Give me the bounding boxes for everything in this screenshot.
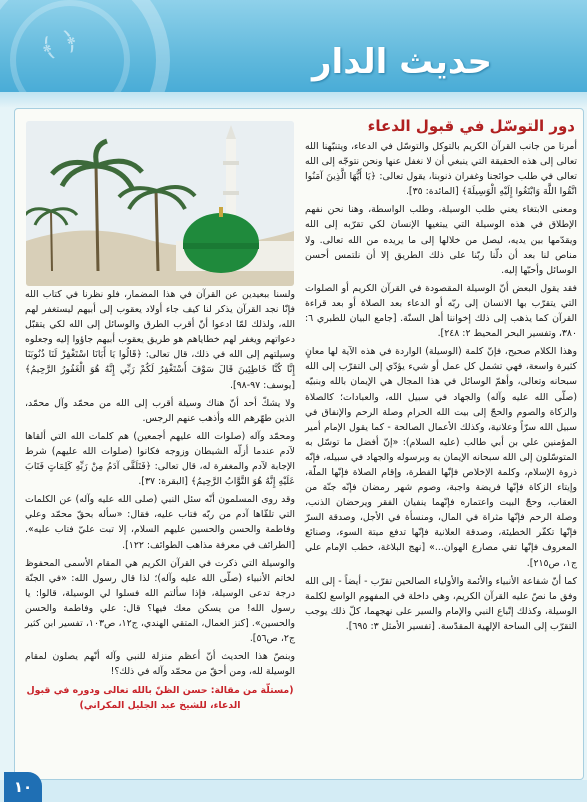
section-title: حديث الدار — [311, 42, 492, 82]
article-column-right — [305, 139, 577, 637]
paragraph: كما أنّ شفاعة الأنبياء والأئمة والأولياء الصالحين تقرّب - أيضاً - إلى الله وفق ما نصّ عليه القرآن الكريم، وهي داخلة في المفهوم الواسع لكلمة الوسيلة، وكذلك إتّباع النبي والإمام والسير على نهجهما، كلّ ذلك يوجب التقرّب إلى الساحة الإلهية المقدّسة. [تفسير الأمثل ٣: ٦٩٥]. — [305, 575, 577, 632]
mosque-photo — [26, 121, 294, 286]
paragraph: والوسيلة التي ذكرت في القرآن الكريم هي المقام الأسمى المحفوظ لخاتم الأنبياء (صلّى الله عليه وآله)؛ لذا قال رسول الله: «في الجنّة درجة تدعى الوسيلة، فإذا سألتم الله فسلوا لي الوسيلة، قالوا: يا رسول الله! من يسكن معك فيها؟ قال: علي وفاطمة والحسن والحسين». [كنز العمال، المتقي الهندي، ج١٢، ص١٠٣، تفسير ابن كثير ج٢، ص٥٦]. — [25, 557, 295, 645]
paragraph: ولا يشكّ أحد أنّ هناك وسيلة أقرب إلى الله من محمّد وآل محمّد، الذين طهّرهم الله وأذهب عنهم الرجس. — [25, 397, 295, 424]
article-title: دور التوسّل في قبول الدعاء — [367, 117, 575, 135]
article-column-left — [25, 287, 295, 717]
paragraph: أمرنا من جانب القرآن الكريم بالتوكل والتوسّل في الدعاء، ويتنبّهنا الله تعالى إلى هذه الحقيقة التي ينبغي أن لا نغفل عنها ونحن نتوجّه إلى الله تعالى في طلب حوائجنا وغفران ذنوبنا، يقول تعالى: ﴿يَا أَيُّهَا الَّذِينَ آمَنُوا اتَّقُوا اللَّهَ وَابْتَغُوا إِلَيْهِ الْوَسِيلَةَ﴾ [المائدة: ٣٥]. — [305, 141, 577, 198]
paragraph: وبنصّ هذا الحديث أنّ أعظم منزلة للنبي وآله أنّهم يصلون لمقام الوسيلة لله، ومن أحقّ من محمّد وآله في ذلك؟! — [25, 651, 295, 678]
watermark-calligraphy: ﴾ ﴿ — [36, 24, 83, 66]
paragraph: ولسنا ببعيدين عن القرآن في هذا المضمار، فلو نظرنا في كتاب الله فإنّا نجد القرآن يذكر لنا كيف جاء أولاد يعقوب إلى أبيهم ليستغفر لهم الله، ولذلك لمّا ادعوا أنّ أقرب الطرق والوسائل إلى الله لكي يتقبّل دعواتهم ويغفر لهم خطاياهم هو طريق يعقوب أبيهم جاؤوا إليه وجعلوه وسيلتهم إلى الله في ذلك، قال تعالى: ﴿قَالُوا يَا أَبَانَا اسْتَغْفِرْ لَنَا ذُنُوبَنَا إِنَّا كُنَّا خَاطِئِينَ قَالَ سَوْفَ أَسْتَغْفِرُ لَكُمْ رَبِّي إِنَّهُ هُوَ الْغَفُورُ الرَّحِيمُ﴾ [يوسف: ٩٧-٩٨]. — [25, 289, 295, 391]
paragraph: ومحمّد وآله (صلوات الله عليهم أجمعين) هم كلمات الله التي ألقاها لآدم عندما أزلّه الشيطان وزوجه فكانوا (صلوات الله عليهم) شرط الإجابة لآدم والمغفرة له، قال تعالى: ﴿فَتَلَقَّى آدَمُ مِنْ رَبِّهِ كَلِمَاتٍ فَتَابَ عَلَيْهِ إِنَّهُ هُوَ التَّوَّابُ الرَّحِيمُ﴾ [البقرة: ٣٧]. — [25, 430, 295, 488]
paragraph: ومعنى الابتغاء يعني طلب الوسيلة، وطلب الواسطة، وهنا نحن نفهم الإطلاق في هذه الوسيلة التي يبتغيها الإنسان لكي تقرّبه إلى الله ويقدّمها بين يديه، ليصل من خلالها إلى ما يريده من الله تعالى. ولا مناص لنا بعد أن دلّنا ربّنا على ذلك الطريق إلا أن نلتمس أحسن الوسائل وأحبّها إليه. — [305, 204, 577, 276]
paragraph: وقد روى المسلمون أنّه سئل النبي (صلى الله عليه وآله) عن الكلمات التي تلقّاها آدم من ربّه فتاب عليه، فقال: «سأله بحقّ محمّد وعلي وفاطمة والحسن والحسين عليهم السلام، إلا تبت عليّ فتاب عليه». [الطرائف في معرفة مذاهب الطوائف: ١٢٢]. — [25, 494, 295, 551]
footer-bar — [0, 780, 587, 802]
paragraph: فقد يقول البعض أنّ الوسيلة المقصودة في القرآن الكريم أو الصلوات التي يتقرّب بها الانسان إلى ربّه أو الدعاء بعد الصلاة أو بعد قراءة القرآن كما يذهب إلى ذلك إخواننا أهل السنّة. [جامع البيان للطبري ٦: ٣٨٠، وتفسير البحر المحيط ٢: ٢٤٨]. — [305, 282, 577, 340]
paragraph: وهذا الكلام صحيح، فإنّ كلمة (الوسيلة) الواردة في هذه الآية لها معانٍ كثيرة واسعة، فهي تشمل كل عمل أو شيء يؤدّي إلى التقرّب إلى الله سبحانه وتعالى، وأهمّ الوسائل في هذا المجال هي الإيمان بالله وبنبيّه (صلّى الله عليه وآله) والجهاد في سبيل الله، والعبادات؛ كالصلاة والزكاة والصوم والحجّ إلى بيت الله الحرام وصلة الرحم والإنفاق في سبيل الله سرّاً وعلانية، وكذلك الأعمال الصالحة - كما يقول الإمام أمير المؤمنين علي بن أبي طالب (عليه السلام): «إنّ أفضل ما توسّل به المتوسّلون إلى الله سبحانه الإيمان به وبرسوله والجهاد في سبيله، فإنّه ذروة الإسلام، وكلمة الإخلاص فإنّها الفطرة، وإقام الصلاة فإنّها الملّة، وإيتاء الزكاة فإنّها فريضة واجبة، وصوم شهر رمضان فإنّه جنّة من العقاب، وحجّ البيت واعتماره فإنّهما ينفيان الفقر ويرحضان الذنب، وصلة الرحم فإنّها مثراة في المال، ومنسأة في الأجل، وصدقة السرّ فإنّها تكفّر الخطيئة، وصدقة العلانية فإنّها تدفع ميتة السوء، وصنائع المعروف فإنّها تقي مصارع الهوان...» [نهج البلاغة، خطب الإمام علي ج١، ص٢١٥]. — [305, 346, 577, 569]
mosque-illustration — [26, 121, 294, 286]
article-panel — [14, 108, 584, 780]
page-number-badge: ١٠ — [4, 772, 42, 802]
header-ribbon — [0, 92, 587, 108]
article-credit: (مستلّة من مقالة: حسن الظنّ بالله تعالى ودوره في قبول الدعاء، للشيخ عبد الجليل المكراني) — [26, 685, 294, 712]
